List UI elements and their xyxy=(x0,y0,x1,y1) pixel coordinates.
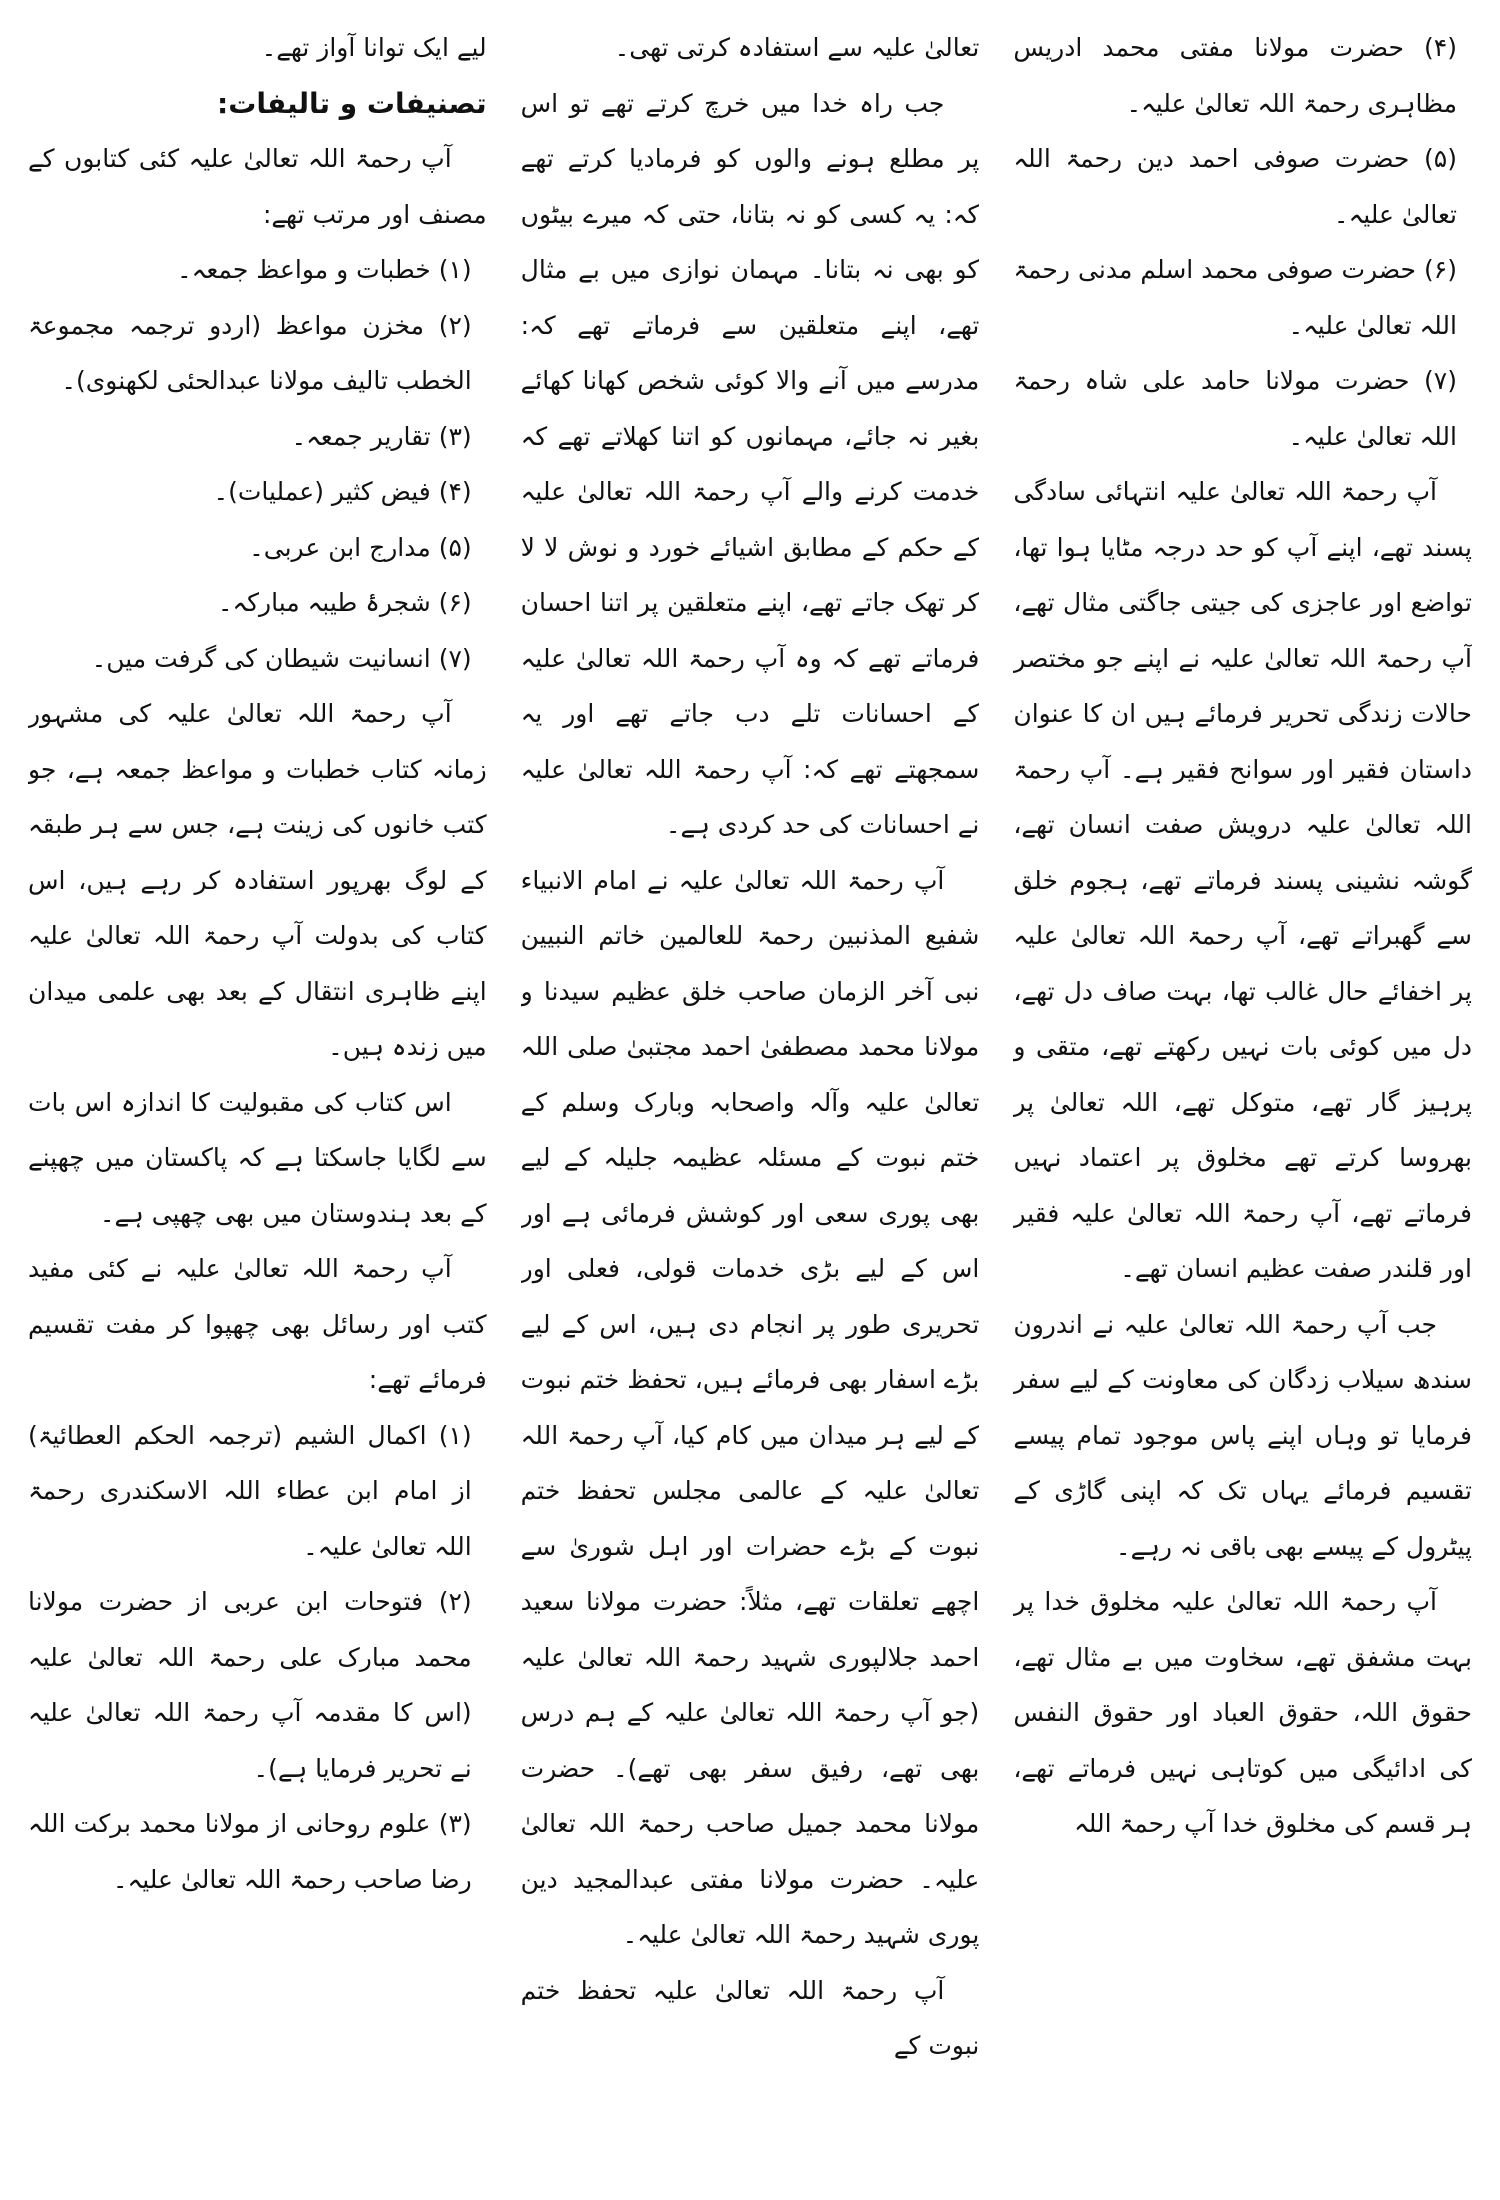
paragraph: تعالیٰ علیہ سے استفادہ کرتی تھی۔ xyxy=(614,33,980,62)
list-item: (۶) شجرۂ طیبہ مبارکہ۔ xyxy=(217,588,472,617)
column-left xyxy=(28,20,487,2190)
list-item: (۴) فیض کثیر (عملیات)۔ xyxy=(213,477,472,506)
list-item: (۳) تقاریر جمعہ۔ xyxy=(291,421,472,451)
column-right xyxy=(1013,20,1472,2190)
list-item: (۲) مخزن مواعظ (اردو ترجمہ مجموعۃ الخطب تالیف مولانا عبدالحئی لکھنوی)۔ xyxy=(27,310,472,395)
list-item: (۱) اکمال الشیم (ترجمہ الحکم العطائیۃ) از امام ابن عطاء اللہ الاسکندری رحمۃ اللہ تعالیٰ علیہ۔ xyxy=(27,1420,472,1561)
list-item: (۴) حضرت مولانا مفتی محمد ادریس مظاہری رحمۃ اللہ تعالیٰ علیہ۔ xyxy=(1013,33,1457,118)
paragraph: آپ رحمۃ اللہ تعالیٰ علیہ نے کئی مفید کتب اور رسائل بھی چھپوا کر مفت تقسیم فرمائے تھے: xyxy=(27,1254,487,1394)
paragraph: آپ رحمۃ اللہ تعالیٰ علیہ مخلوق خدا پر بہت مشفق تھے، سخاوت میں بے مثال تھے، حقوق اللہ، حقوق العباد اور حقوق النفس کی ادائیگی میں کوتاہی نہیں فرماتے تھے، ہر قسم کی مخلوق خدا آپ رحمۃ اللہ xyxy=(1013,1587,1472,1838)
column-middle xyxy=(521,20,980,2190)
list-item: (۷) حضرت مولانا حامد علی شاہ رحمۃ اللہ تعالیٰ علیہ۔ xyxy=(1013,366,1457,451)
paragraph: آپ رحمۃ اللہ تعالیٰ علیہ تحفظ ختم نبوت کے xyxy=(520,1975,980,2060)
paragraph: آپ رحمۃ اللہ تعالیٰ علیہ انتہائی سادگی پسند تھے، اپنے آپ کو حد درجہ مٹایا ہوا تھا، تواضع اور عاجزی کی جیتی جاگتی مثال تھے، آپ رحمۃ اللہ تعالیٰ علیہ نے اپنے جو مختصر حالات زندگی تحریر فرمائے ہیں ان کا عنوان داستان فقیر اور سوانح فقیر ہے۔ آپ رحمۃ اللہ تعالیٰ علیہ درویش صفت انسان تھے، گوشہ نشینی پسند فرماتے تھے، ہجوم خلق سے گھبراتے تھے، آپ رحمۃ اللہ تعالیٰ علیہ پر اخفائے حال غالب تھا، بہت صاف دل تھے، دل میں کوئی بات نہیں رکھتے تھے، متقی و پرہیز گار تھے، متوکل تھے، اللہ تعالیٰ پر بھروسا کرتے تھے مخلوق پر اعتماد نہیں فرماتے تھے، آپ رحمۃ اللہ تعالیٰ علیہ فقیر اور قلندر صفت عظیم انسان تھے۔ xyxy=(1013,477,1472,1283)
list-item: (۲) فتوحات ابن عربی از حضرت مولانا محمد مبارک علی رحمۃ اللہ تعالیٰ علیہ (اس کا مقدمہ آپ رحمۃ اللہ تعالیٰ علیہ نے تحریر فرمایا ہے)۔ xyxy=(27,1587,472,1783)
paragraph: آپ رحمۃ اللہ تعالیٰ علیہ کئی کتابوں کے مصنف اور مرتب تھے: xyxy=(27,144,487,229)
list-item: (۱) خطبات و مواعظ جمعہ۔ xyxy=(177,255,472,284)
paragraph: جب راہ خدا میں خرچ کرتے تھے تو اس پر مطلع ہونے والوں کو فرمادیا کرتے تھے کہ: یہ کسی کو نہ بتانا، حتی کہ میرے بیٹوں کو بھی نہ بتانا۔ مہمان نوازی میں بے مثال تھے، اپنے متعلقین سے فرماتے تھے کہ: مدرسے میں آنے والا کوئی شخص کھانا کھائے بغیر نہ جائے، مہمانوں کو اتنا کھلاتے تھے کہ خدمت کرنے والے آپ رحمۃ اللہ تعالیٰ علیہ کے حکم کے مطابق اشیائے خورد و نوش لا لا کر تھک جاتے تھے، اپنے متعلقین پر اتنا احسان فرماتے تھے کہ وہ آپ رحمۃ اللہ تعالیٰ علیہ کے احسانات تلے دب جاتے تھے اور یہ سمجھتے تھے کہ: آپ رحمۃ اللہ تعالیٰ علیہ نے احسانات کی حد کردی ہے۔ xyxy=(520,88,980,839)
paragraph: آپ رحمۃ اللہ تعالیٰ علیہ کی مشہور زمانہ کتاب خطبات و مواعظ جمعہ ہے، جو کتب خانوں کی زینت ہے، جس سے ہر طبقہ کے لوگ بھرپور استفادہ کر رہے ہیں، اس کتاب کی بدولت آپ رحمۃ اللہ تعالیٰ علیہ اپنے ظاہری انتقال کے بعد بھی علمی میدان میں زندہ ہیں۔ xyxy=(27,699,487,1061)
list-item: (۷) انسانیت شیطان کی گرفت میں۔ xyxy=(91,643,472,673)
list-item: (۵) مدارج ابن عربی۔ xyxy=(249,532,472,562)
text-columns xyxy=(28,20,1472,2190)
paragraph: جب آپ رحمۃ اللہ تعالیٰ علیہ نے اندرون سندھ سیلاب زدگان کی معاونت کے لیے سفر فرمایا تو وہاں اپنے پاس موجود تمام پیسے تقسیم فرمائے یہاں تک کہ اپنی گاڑی کے پیٹرول کے پیسے بھی باقی نہ رہے۔ xyxy=(1013,1309,1472,1561)
list-item: (۳) علوم روحانی از مولانا محمد برکت اللہ رضا صاحب رحمۃ اللہ تعالیٰ علیہ۔ xyxy=(27,1809,472,1894)
paragraph: لیے ایک توانا آواز تھے۔ xyxy=(261,33,487,62)
paragraph: اس کتاب کی مقبولیت کا اندازہ اس بات سے لگایا جاسکتا ہے کہ پاکستان میں چھپنے کے بعد ہندوستان میں بھی چھپی ہے۔ xyxy=(27,1087,487,1228)
paragraph: آپ رحمۃ اللہ تعالیٰ علیہ نے امام الانبیاء شفیع المذنبین رحمۃ للعالمین خاتم النبیین نبی آخر الزمان صاحب خلق عظیم سیدنا و مولانا محمد مصطفیٰ احمد مجتبیٰ صلی اللہ تعالیٰ علیہ وآلہ واصحابہ وبارک وسلم کے ختم نبوت کے مسئلہ عظیمہ جلیلہ کے لیے بھی پوری سعی اور کوشش فرمائی ہے اور اس کے لیے بڑی خدمات قولی، فعلی اور تحریری طور پر انجام دی ہیں، اس کے لیے بڑے اسفار بھی فرمائے ہیں، تحفظ ختم نبوت کے لیے ہر میدان میں کام کیا، آپ رحمۃ اللہ تعالیٰ علیہ کے عالمی مجلس تحفظ ختم نبوت کے بڑے حضرات اور اہل شوریٰ سے اچھے تعلقات تھے، مثلاً: حضرت مولانا سعید احمد جلالپوری شہید رحمۃ اللہ تعالیٰ علیہ (جو آپ رحمۃ اللہ تعالیٰ علیہ کے ہم درس بھی تھے، رفیق سفر بھی تھے)۔ حضرت مولانا محمد جمیل صاحب رحمۃ اللہ تعالیٰ علیہ۔ حضرت مولانا مفتی عبدالمجید دین پوری شہید رحمۃ اللہ تعالیٰ علیہ۔ xyxy=(520,865,980,1949)
list-item: (۵) حضرت صوفی احمد دین رحمۃ اللہ تعالیٰ علیہ۔ xyxy=(1013,144,1457,229)
section-heading: تصنیفات و تالیفات: xyxy=(217,86,487,120)
list-item: (۶) حضرت صوفی محمد اسلم مدنی رحمۃ اللہ تعالیٰ علیہ۔ xyxy=(1013,255,1457,340)
